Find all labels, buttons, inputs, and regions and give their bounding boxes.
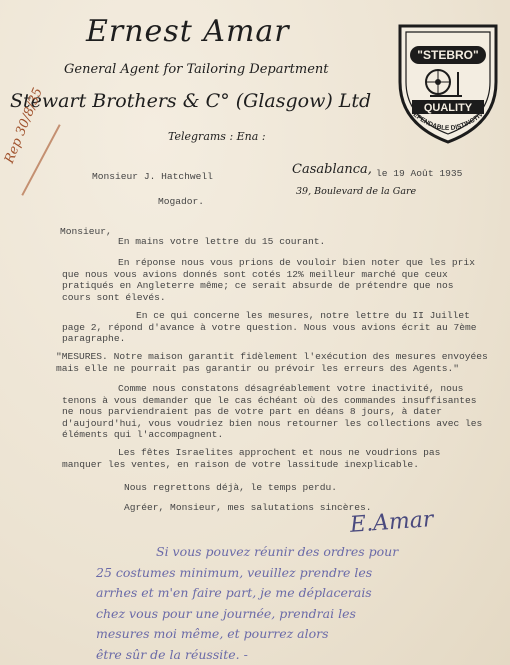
paragraph-3-line: page 2, répond d'avance à votre question. Nous vous avions écrit au 7ème [62,321,477,333]
paragraph-2 [62,257,508,303]
handwritten-line: être sûr de la réussite. - [96,646,248,662]
paragraph-3 [62,310,508,345]
paragraph-3-line: paragraphe. [62,333,126,344]
logo-quality-text: QUALITY [423,102,473,114]
handwritten-note [96,542,508,665]
logo-motto-text: EPENDABLE DISTINCTIV [411,111,485,133]
sender-address: 39, Boulevard de la Gare [296,186,417,197]
paragraph-7: Nous regrettons déjà, le temps perdu. [124,482,338,493]
salutation: Monsieur, [60,226,112,237]
stebro-logo [392,12,504,152]
recipient-city: Mogador. [158,196,205,207]
paragraph-2-line: pratiqués en Angleterre même; ce serait absurde de prétendre que nos [62,280,454,291]
paragraph-6-line: Les fêtes Israelites approchent et nous ne voudrions pas [118,447,441,458]
paragraph-2-line: que nous vous avions donnés sont cotés 12% meilleur marché que ceux [62,268,448,280]
closing: Agréer, Monsieur, mes salutations sincères. [124,502,372,513]
paragraph-4-quote [56,351,508,374]
paragraph-3-line: En ce qui concerne les mesures, notre lettre du II Juillet [136,310,470,321]
paragraph-4-line: "MESURES. Notre maison garantit fidèlement l'exécution des mesures envoyées [56,351,488,362]
letter-date: le 19 Août 1935 [376,168,463,179]
letterhead-subtitle: General Agent for Tailoring Department [64,62,329,77]
paragraph-2-line: cours sont élevés. [62,291,166,303]
paragraph-5-line: Comme nous constatons désagréablement votre inactivité, nous [118,383,464,394]
letterhead-company: Stewart Brothers & C° (Glasgow) Ltd [10,90,372,112]
recipient-name: Monsieur J. Hatchwell [92,171,213,182]
letterhead-name: Ernest Amar [86,14,290,49]
paragraph-1: En mains votre lettre du 15 courant. [118,236,326,247]
handwritten-line: Si vous pouvez réunir des ordres pour [156,544,399,559]
handwritten-line: arrhes et m'en faire part, je me déplacerais [96,585,372,600]
paragraph-5-line: éléments qui l'accompagnent. [62,429,224,440]
letterhead-telegrams: Telegrams : Ena : [168,130,266,143]
paragraph-5-line: tenons à vous demander que le cas échéant où des commandes insuffisantes [62,394,477,406]
pencil-note: Rep 30/8/35 [2,85,46,166]
handwritten-line: 25 costumes minimum, veuillez prendre les [96,564,373,580]
paragraph-4-line: mais elle ne pourrait pas garantir ou prévoir les erreurs des Agents." [56,362,460,374]
handwritten-line: mesures moi même, et pourrez alors [96,626,329,641]
paragraph-5-line: ne nous parviendraient pas de votre part en déans 8 jours, à dater [62,406,442,417]
paragraph-2-line: En réponse nous vous prions de vouloir bien noter que les prix [118,257,475,268]
handwritten-line: chez vous pour une journée, prendrai les [96,605,356,621]
paragraph-6 [62,447,508,470]
paragraph-5-line: d'aujourd'hui, vous voudriez bien nous retourner les collections avec les [62,417,483,429]
paragraph-5 [62,383,508,441]
signature: E.Amar [349,507,435,538]
place-city: Casablanca, [292,162,372,177]
paragraph-6-line: manquer les ventes, en raison de votre lassitude inexplicable. [62,458,419,470]
logo-brand-text: "STEBRO" [417,48,479,62]
